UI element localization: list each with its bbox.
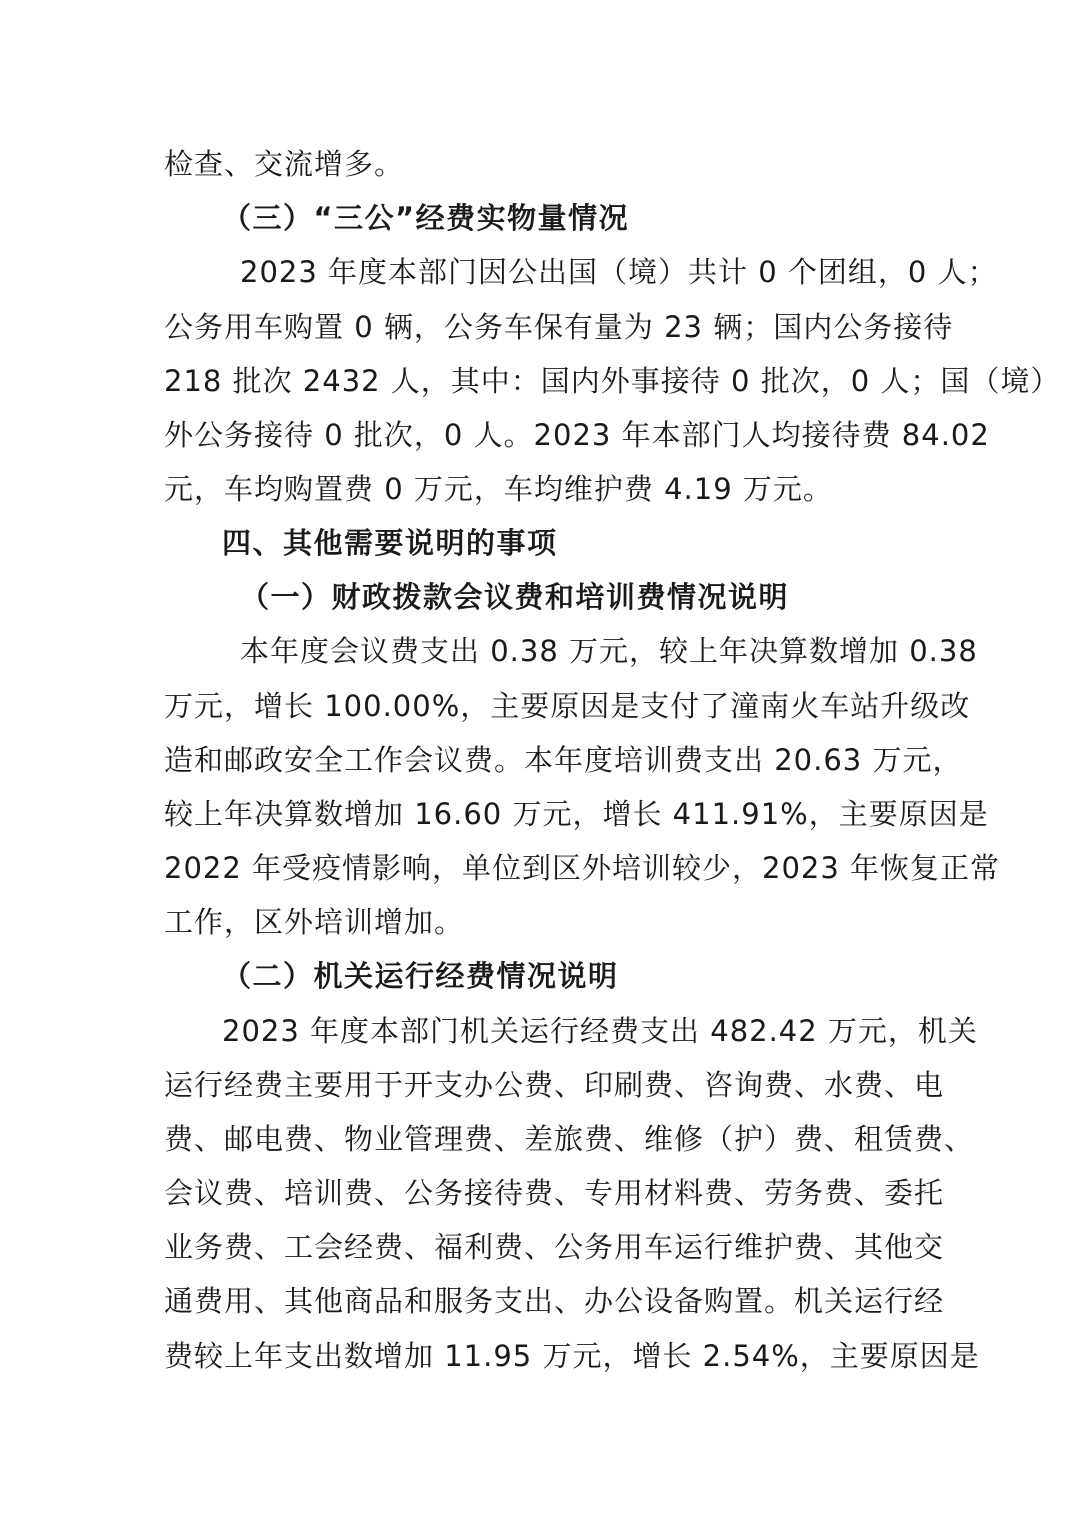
paragraph-line: 费、邮电费、物业管理费、差旅费、维修（护）费、租赁费、 — [164, 1122, 975, 1156]
paragraph-line: 公务用车购置 0 辆，公务车保有量为 23 辆；国内公务接待 — [164, 310, 954, 344]
paragraph-line: 业务费、工会经费、福利费、公务用车运行维护费、其他交 — [164, 1230, 945, 1264]
paragraph-line: 2023 年度本部门因公出国（境）共计 0 个团组，0 人； — [240, 255, 998, 289]
paragraph-line: 检查、交流增多。 — [164, 147, 405, 181]
section-heading: （三）“三公”经费实物量情况 — [222, 201, 630, 235]
paragraph-line: 2023 年度本部门机关运行经费支出 482.42 万元，机关 — [222, 1014, 978, 1048]
section-heading: （二）机关运行经费情况说明 — [222, 959, 619, 993]
paragraph-line: 会议费、培训费、公务接待费、专用材料费、劳务费、委托 — [164, 1176, 945, 1210]
paragraph-line: 较上年决算数增加 16.60 万元，增长 411.91%，主要原因是 — [164, 797, 989, 831]
section-heading: （一）财政拨款会议费和培训费情况说明 — [240, 580, 790, 614]
paragraph-line: 工作，区外培训增加。 — [164, 905, 465, 939]
paragraph-line: 通费用、其他商品和服务支出、办公设备购置。机关运行经 — [164, 1284, 945, 1318]
paragraph-line: 费较上年支出数增加 11.95 万元，增长 2.54%，主要原因是 — [164, 1339, 980, 1373]
paragraph-line: 万元，增长 100.00%，主要原因是支付了潼南火车站升级改 — [164, 689, 971, 723]
paragraph-line: 元，车均购置费 0 万元，车均维护费 4.19 万元。 — [164, 472, 833, 506]
paragraph-line: 造和邮政安全工作会议费。本年度培训费支出 20.63 万元， — [164, 743, 963, 777]
paragraph-line: 本年度会议费支出 0.38 万元，较上年决算数增加 0.38 — [240, 634, 978, 668]
paragraph-line: 运行经费主要用于开支办公费、印刷费、咨询费、水费、电 — [164, 1068, 945, 1102]
section-heading: 四、其他需要说明的事项 — [222, 526, 558, 560]
paragraph-line: 218 批次 2432 人，其中：国内外事接待 0 批次，0 人；国（境） — [164, 364, 1061, 398]
paragraph-line: 外公务接待 0 批次，0 人。2023 年本部门人均接待费 84.02 — [164, 418, 990, 452]
paragraph-line: 2022 年受疫情影响，单位到区外培训较少，2023 年恢复正常 — [164, 851, 1001, 885]
